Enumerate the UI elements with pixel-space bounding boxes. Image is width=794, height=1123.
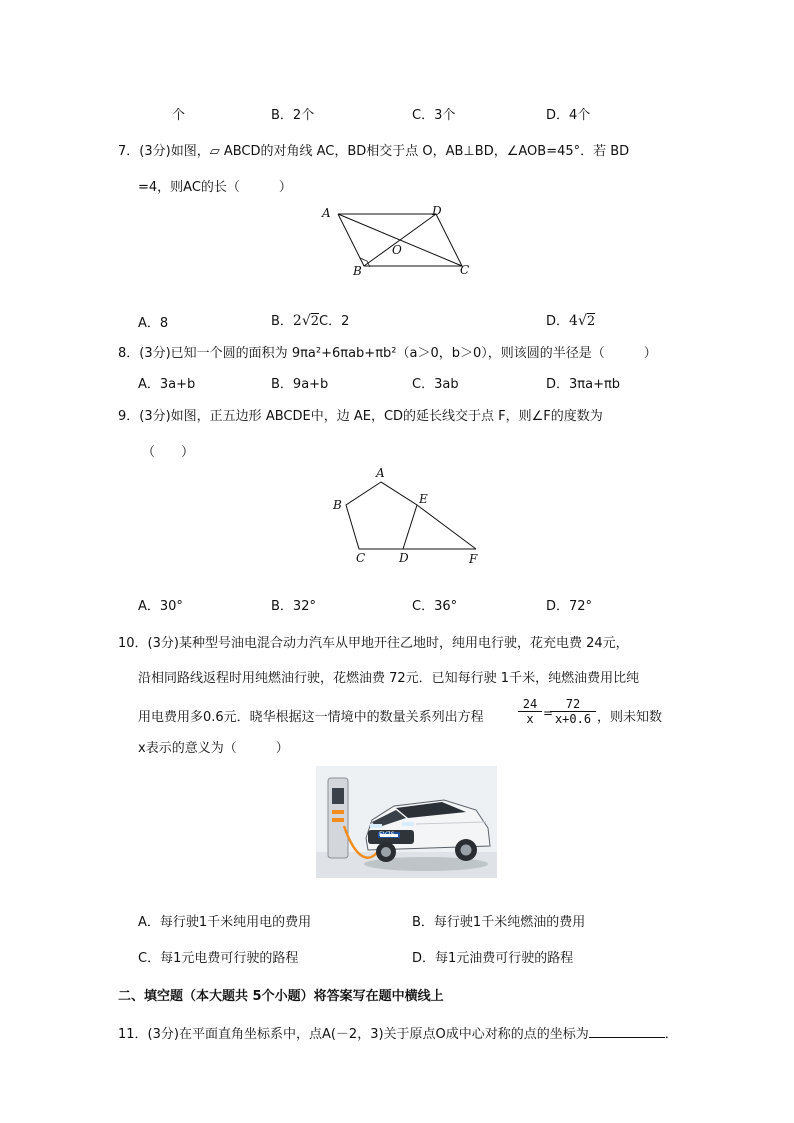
q9-option-c: C．36°: [412, 599, 458, 614]
q8-option-b: B．9a+b: [271, 377, 329, 392]
q9-label-a: A: [376, 466, 385, 480]
q7-option-a: A．8: [138, 316, 169, 331]
q7-label-o: O: [392, 243, 402, 257]
q6-option-b: B．2个: [271, 108, 315, 123]
q9-pentagon-figure: [330, 468, 490, 568]
sqrt-icon: √: [301, 313, 311, 329]
q7-option-b-coef: 2: [292, 313, 302, 329]
q7-option-d-radicand: 2: [586, 314, 596, 329]
q8-option-d: D．3πa+πb: [546, 377, 621, 392]
q10-line2: 沿相同路线返程时用纯燃油行驶，花燃油费 72元．已知每行驶 1千米，纯燃油费用比纯: [138, 671, 640, 686]
q7-label-b: B: [353, 264, 362, 278]
q8-option-c: C．3ab: [412, 377, 459, 392]
q7-option-b-prefix: B．: [271, 314, 293, 329]
q7-stem-line2: =4，则AC的长（ ）: [138, 180, 292, 195]
q8-option-a: A．3a+b: [138, 377, 196, 392]
q9-label-f: F: [469, 552, 478, 566]
q10-fraction-2-den: x+0.6: [554, 712, 592, 726]
q7-label-d: D: [432, 204, 442, 218]
q10-line1: 10．(3分)某种型号油电混合动力汽车从甲地开往乙地时，纯用电行驶，花充电费 24元，: [118, 636, 629, 651]
q10-fraction-1-num: 24: [518, 697, 542, 712]
sqrt-icon: √: [577, 313, 587, 329]
q7-option-d-coef: 4: [569, 313, 578, 329]
q7-label-a: A: [322, 206, 331, 220]
q6-option-d: D．4个: [546, 108, 591, 123]
q8-stem: 8．(3分)已知一个圆的面积为 9πa²+6πab+πb²（a＞0，b＞0），则该圆的半径是（ ）: [118, 346, 657, 361]
q9-label-e: E: [419, 492, 428, 506]
electric-car-charging-image: [316, 766, 497, 878]
q6-option-c: C．3个: [412, 108, 456, 123]
q10-fraction-2-num: 72: [550, 697, 596, 712]
q10-equals: =: [543, 706, 554, 720]
q7-number: 7．(3分): [118, 144, 171, 159]
q9-option-b: B．32°: [271, 599, 316, 614]
car-plate-text: EV7S: [379, 831, 395, 838]
q7-option-b-radicand: 2: [310, 314, 320, 329]
q10-option-c: C．每1元电费可行驶的路程: [138, 951, 299, 966]
q11-line: [118, 1023, 678, 1042]
q7-option-d-prefix: D．: [546, 314, 570, 329]
q7-label-c: C: [460, 263, 470, 277]
q10-fraction-2: [550, 697, 596, 726]
q7-stem-line1: [118, 140, 629, 159]
q10-line3-post: ，则未知数: [597, 710, 663, 725]
q7-option-c: C．2: [319, 314, 350, 329]
q11-text: 11．(3分)在平面直角坐标系中，点A(－2，3)关于原点O成中心对称的点的坐标为: [118, 1027, 589, 1042]
q10-option-a: A．每行驶1千米纯用电的费用: [138, 915, 312, 930]
q11-end: ．: [664, 1027, 678, 1042]
q10-line4: x表示的意义为（ ）: [138, 741, 289, 756]
q9-label-c: C: [356, 551, 366, 565]
q10-option-d: D．每1元油费可行驶的路程: [412, 951, 574, 966]
q6-option-a-tail: 个: [172, 108, 186, 123]
q9-stem-line2: （ ）: [142, 445, 195, 460]
q9-label-b: B: [333, 498, 342, 512]
q10-fraction-1: [518, 697, 542, 726]
q9-option-a: A．30°: [138, 599, 183, 614]
q10-fraction-1-den: x: [526, 712, 534, 726]
q9-stem-line1: 9．(3分)如图，正五边形 ABCDE中，边 AE，CD的延长线交于点 F，则∠F的度数为: [118, 409, 603, 424]
q7-option-b: [271, 310, 349, 329]
q11-answer-blank[interactable]: [589, 1025, 665, 1038]
section2-heading: 二、填空题（本大题共 5个小题）将答案写在题中横线上: [118, 989, 444, 1004]
q9-label-d: D: [399, 551, 409, 565]
q7-stem-text: 如图，▱ ABCD的对角线 AC，BD相交于点 O，AB⊥BD，∠AOB=45°．若 BD: [170, 144, 630, 159]
q7-parallelogram-figure: [318, 200, 478, 280]
q10-option-b: B．每行驶1千米纯燃油的费用: [412, 915, 586, 930]
q7-option-d: [546, 310, 595, 329]
q10-line3-pre: 用电费用多0.6元．晓华根据这一情境中的数量关系列出方程: [138, 710, 484, 725]
q9-option-d: D．72°: [546, 599, 593, 614]
